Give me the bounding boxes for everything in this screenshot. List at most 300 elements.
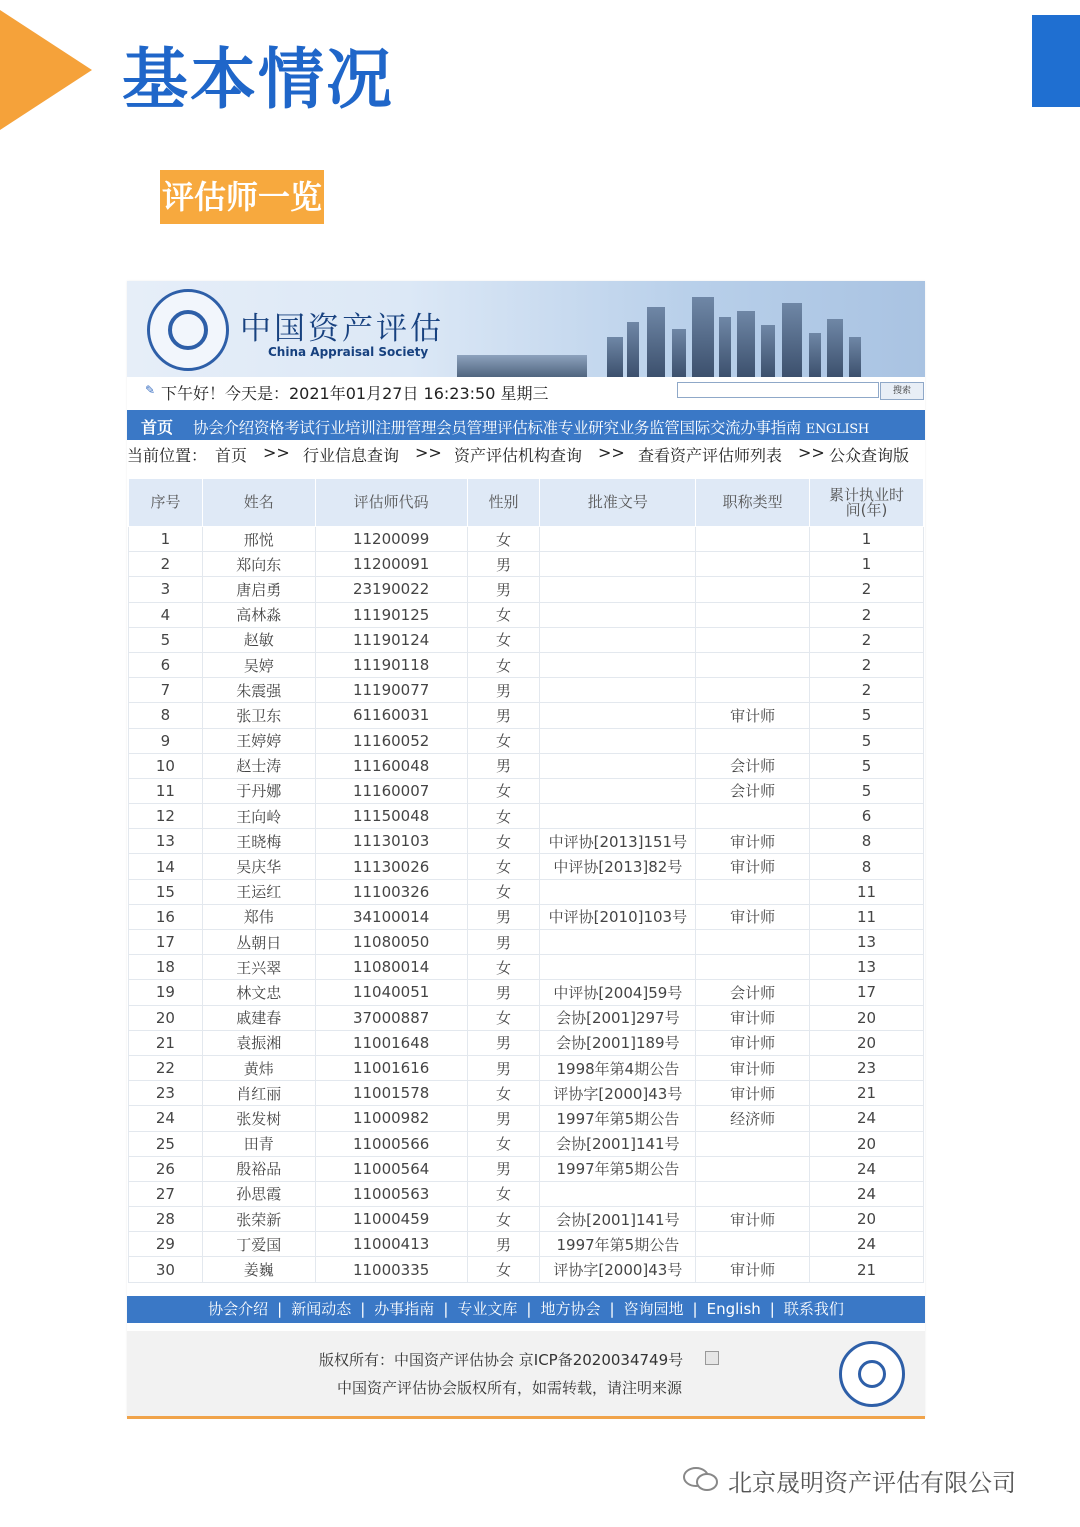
cell-gender: 男 (467, 753, 540, 778)
cell-name: 唐启勇 (202, 577, 315, 602)
table-row (129, 527, 924, 552)
breadcrumb-item[interactable]: 资产评估机构查询 (454, 446, 583, 465)
cell-name: 吴婷 (202, 652, 315, 677)
cell-years: 24 (810, 1232, 924, 1257)
cell-years: 13 (810, 955, 924, 980)
cell-gender: 男 (467, 1106, 540, 1131)
cell-approval: 1997年第5期公告 (540, 1106, 696, 1131)
cell-approval (540, 577, 696, 602)
table-row (129, 955, 924, 980)
cell-approval (540, 753, 696, 778)
cell-name: 赵敏 (202, 627, 315, 652)
cell-title-type (696, 1131, 810, 1156)
cell-title-type (696, 930, 810, 955)
cell-name: 黄炜 (202, 1055, 315, 1080)
cell-code: 11100326 (315, 879, 467, 904)
cell-approval (540, 627, 696, 652)
cell-approval: 1997年第5期公告 (540, 1232, 696, 1257)
cell-approval: 中评协[2010]103号 (540, 904, 696, 929)
cell-title-type (696, 552, 810, 577)
cell-code: 11001616 (315, 1055, 467, 1080)
col-header-title-type: 职称类型 (696, 479, 810, 527)
footer-nav-item[interactable]: 地方协会 (540, 1300, 601, 1318)
cell-approval (540, 778, 696, 803)
cell-gender: 男 (467, 703, 540, 728)
cell-gender: 男 (467, 1055, 540, 1080)
cell-years: 20 (810, 1131, 924, 1156)
table-header-row (129, 479, 924, 527)
cell-name: 张发树 (202, 1106, 315, 1131)
site-banner (127, 281, 925, 377)
cell-gender: 女 (467, 1081, 540, 1106)
table-row (129, 854, 924, 879)
section-subtitle: 评估师一览 (160, 170, 324, 224)
cell-index: 21 (129, 1030, 203, 1055)
breadcrumb (127, 443, 925, 469)
stats-icon[interactable] (705, 1351, 719, 1365)
breadcrumb-item[interactable]: 查看资产评估师列表 (638, 446, 783, 465)
cell-code: 11200091 (315, 552, 467, 577)
cell-gender: 女 (467, 1005, 540, 1030)
cell-index: 25 (129, 1131, 203, 1156)
cell-title-type (696, 879, 810, 904)
cell-years: 2 (810, 652, 924, 677)
nav-item[interactable]: 注册管理 (375, 419, 437, 437)
cell-code: 23190022 (315, 577, 467, 602)
cell-name: 肖红丽 (202, 1081, 315, 1106)
cell-name: 丁爱国 (202, 1232, 315, 1257)
table-row (129, 1106, 924, 1131)
cell-title-type: 审计师 (696, 1081, 810, 1106)
cell-gender: 女 (467, 602, 540, 627)
cell-code: 11001578 (315, 1081, 467, 1106)
site-name-cn: 中国资产评估 (240, 311, 444, 347)
cell-title-type: 审计师 (696, 703, 810, 728)
table-row (129, 829, 924, 854)
cell-index: 24 (129, 1106, 203, 1131)
cell-index: 14 (129, 854, 203, 879)
cell-index: 16 (129, 904, 203, 929)
cell-name: 田青 (202, 1131, 315, 1156)
cell-index: 6 (129, 652, 203, 677)
cell-years: 2 (810, 627, 924, 652)
cell-years: 24 (810, 1181, 924, 1206)
cell-title-type: 审计师 (696, 1005, 810, 1030)
cell-code: 11000459 (315, 1207, 467, 1232)
cell-years: 23 (810, 1055, 924, 1080)
cell-approval: 中评协[2004]59号 (540, 980, 696, 1005)
company-watermark: 北京晟明资产评估有限公司 (728, 1469, 1016, 1497)
cell-approval: 会协[2001]141号 (540, 1131, 696, 1156)
cell-title-type (696, 577, 810, 602)
table-row (129, 678, 924, 703)
footer-nav-separator: | (277, 1300, 283, 1318)
cell-years: 5 (810, 728, 924, 753)
table-row (129, 1156, 924, 1181)
cell-name: 戚建春 (202, 1005, 315, 1030)
table-row (129, 804, 924, 829)
society-logo-icon[interactable] (147, 289, 229, 371)
cell-name: 袁振湘 (202, 1030, 315, 1055)
cell-gender: 男 (467, 678, 540, 703)
cell-gender: 女 (467, 955, 540, 980)
cell-gender: 女 (467, 627, 540, 652)
cell-years: 21 (810, 1257, 924, 1282)
cell-title-type: 会计师 (696, 778, 810, 803)
cell-code: 11130103 (315, 829, 467, 854)
nav-item[interactable]: 业务监管 (618, 419, 680, 437)
table-row (129, 627, 924, 652)
cell-gender: 女 (467, 527, 540, 552)
footer-nav-item[interactable]: English (706, 1300, 761, 1318)
cell-years: 20 (810, 1207, 924, 1232)
footer-logo-icon (839, 1341, 905, 1407)
website-screenshot (127, 281, 925, 1418)
cell-name: 王婷婷 (202, 728, 315, 753)
cell-gender: 男 (467, 552, 540, 577)
table-row (129, 577, 924, 602)
appraiser-table (128, 478, 924, 1283)
pencil-icon: ✎ (145, 383, 156, 397)
table-row (129, 778, 924, 803)
nav-item[interactable]: 资格考试 (253, 419, 315, 437)
cell-title-type (696, 527, 810, 552)
cell-code: 11160052 (315, 728, 467, 753)
cell-title-type (696, 678, 810, 703)
cell-approval (540, 1181, 696, 1206)
cell-index: 9 (129, 728, 203, 753)
cell-gender: 男 (467, 980, 540, 1005)
table-row (129, 980, 924, 1005)
cell-name: 孙思霞 (202, 1181, 315, 1206)
cell-code: 11160048 (315, 753, 467, 778)
cell-code: 11160007 (315, 778, 467, 803)
cell-approval (540, 678, 696, 703)
page-title: 基本情况 (122, 41, 394, 118)
cell-approval (540, 602, 696, 627)
cell-approval: 会协[2001]189号 (540, 1030, 696, 1055)
cell-title-type: 审计师 (696, 1257, 810, 1282)
cell-code: 11000564 (315, 1156, 467, 1181)
cell-index: 23 (129, 1081, 203, 1106)
cell-gender: 女 (467, 652, 540, 677)
cell-years: 2 (810, 678, 924, 703)
cell-gender: 女 (467, 854, 540, 879)
cell-index: 20 (129, 1005, 203, 1030)
cell-name: 高林淼 (202, 602, 315, 627)
footer-nav-item[interactable]: 协会介绍 (208, 1300, 269, 1318)
site-name-en: China Appraisal Society (268, 345, 429, 359)
cell-index: 2 (129, 552, 203, 577)
cell-index: 10 (129, 753, 203, 778)
cell-code: 11000982 (315, 1106, 467, 1131)
breadcrumb-separator: >> (798, 443, 825, 462)
breadcrumb-item[interactable]: 首页 (215, 446, 248, 465)
cell-code: 11080050 (315, 930, 467, 955)
cell-code: 11130026 (315, 854, 467, 879)
greeting-bar (127, 378, 925, 406)
cell-years: 13 (810, 930, 924, 955)
cell-gender: 女 (467, 1207, 540, 1232)
cell-code: 11000563 (315, 1181, 467, 1206)
cell-name: 赵士涛 (202, 753, 315, 778)
cell-index: 7 (129, 678, 203, 703)
cell-index: 22 (129, 1055, 203, 1080)
cell-index: 12 (129, 804, 203, 829)
footer-nav-separator: | (360, 1300, 366, 1318)
cell-years: 24 (810, 1156, 924, 1181)
cell-gender: 女 (467, 778, 540, 803)
cell-title-type: 审计师 (696, 1055, 810, 1080)
cell-approval: 会协[2001]141号 (540, 1207, 696, 1232)
cell-years: 11 (810, 879, 924, 904)
col-header-approval: 批准文号 (540, 479, 696, 527)
cell-gender: 女 (467, 829, 540, 854)
breadcrumb-separator: >> (598, 443, 625, 462)
cell-index: 26 (129, 1156, 203, 1181)
table-row (129, 1055, 924, 1080)
cell-name: 丛朝日 (202, 930, 315, 955)
main-nav (127, 410, 925, 440)
cell-code: 11200099 (315, 527, 467, 552)
cell-name: 张卫东 (202, 703, 315, 728)
footer-nav-separator: | (443, 1300, 449, 1318)
nav-item[interactable]: 评估标准 (497, 419, 558, 437)
nav-item-english[interactable]: ENGLISH (805, 422, 869, 437)
footer-nav-item[interactable]: 咨询园地 (623, 1300, 684, 1318)
decor-triangle (0, 10, 92, 130)
table-row (129, 703, 924, 728)
cell-title-type (696, 804, 810, 829)
table-row (129, 1005, 924, 1030)
cell-title-type (696, 627, 810, 652)
table-row (129, 1181, 924, 1206)
table-row (129, 930, 924, 955)
cell-years: 11 (810, 904, 924, 929)
cell-name: 于丹娜 (202, 778, 315, 803)
breadcrumb-current: 公众查询版 (829, 446, 910, 465)
cell-years: 20 (810, 1005, 924, 1030)
table-row (129, 753, 924, 778)
cell-code: 11040051 (315, 980, 467, 1005)
cell-title-type: 审计师 (696, 1207, 810, 1232)
footer-nav-separator: | (609, 1300, 615, 1318)
cell-gender: 男 (467, 904, 540, 929)
cell-years: 24 (810, 1106, 924, 1131)
cell-years: 5 (810, 778, 924, 803)
cell-index: 13 (129, 829, 203, 854)
cell-name: 张荣新 (202, 1207, 315, 1232)
col-header-years: 累计执业时间(年) (810, 479, 924, 527)
cell-approval: 评协字[2000]43号 (540, 1081, 696, 1106)
cell-title-type: 审计师 (696, 854, 810, 879)
search-input[interactable] (677, 382, 879, 398)
cell-years: 1 (810, 527, 924, 552)
table-row (129, 1257, 924, 1282)
cell-name: 王运红 (202, 879, 315, 904)
table-row (129, 1030, 924, 1055)
breadcrumb-separator: >> (263, 443, 290, 462)
footer-nav-item[interactable]: 办事指南 (374, 1300, 435, 1318)
cell-approval (540, 703, 696, 728)
table-row (129, 728, 924, 753)
decor-blue-bar (1032, 15, 1080, 107)
greeting-text: 下午好！今天是：2021年01月27日 16:23:50 星期三 (161, 384, 549, 403)
cell-gender: 女 (467, 1131, 540, 1156)
cell-index: 29 (129, 1232, 203, 1257)
cell-index: 4 (129, 602, 203, 627)
nav-item[interactable]: 国际交流 (679, 419, 741, 437)
nav-home[interactable]: 首页 (141, 418, 174, 437)
cell-code: 11190125 (315, 602, 467, 627)
cell-code: 11000566 (315, 1131, 467, 1156)
cell-approval (540, 879, 696, 904)
cell-approval (540, 930, 696, 955)
cell-index: 27 (129, 1181, 203, 1206)
table-row (129, 1232, 924, 1257)
nav-item[interactable]: 会员管理 (436, 419, 498, 437)
cell-approval: 1998年第4期公告 (540, 1055, 696, 1080)
cell-title-type (696, 728, 810, 753)
cell-title-type: 会计师 (696, 980, 810, 1005)
breadcrumb-separator: >> (415, 443, 442, 462)
footer-nav-item[interactable]: 新闻动态 (291, 1300, 352, 1318)
cell-name: 王兴翠 (202, 955, 315, 980)
cell-years: 5 (810, 703, 924, 728)
table-row (129, 879, 924, 904)
cell-approval (540, 527, 696, 552)
nav-item[interactable]: 协会介绍 (193, 419, 254, 437)
cell-gender: 女 (467, 879, 540, 904)
cell-code: 37000887 (315, 1005, 467, 1030)
cell-index: 18 (129, 955, 203, 980)
cell-gender: 男 (467, 1156, 540, 1181)
footer-nav-separator: | (526, 1300, 532, 1318)
cell-approval: 1997年第5期公告 (540, 1156, 696, 1181)
cell-approval: 会协[2001]297号 (540, 1005, 696, 1030)
cell-code: 11080014 (315, 955, 467, 980)
table-body (129, 527, 924, 1283)
cell-years: 17 (810, 980, 924, 1005)
copyright-text: 版权所有：中国资产评估协会 京ICP备2020034749号 (319, 1351, 684, 1369)
cell-years: 8 (810, 829, 924, 854)
cell-code: 11000335 (315, 1257, 467, 1282)
table-row (129, 652, 924, 677)
cell-title-type: 会计师 (696, 753, 810, 778)
cell-index: 17 (129, 930, 203, 955)
cell-index: 11 (129, 778, 203, 803)
cell-title-type (696, 1181, 810, 1206)
cell-title-type: 审计师 (696, 829, 810, 854)
cell-index: 1 (129, 527, 203, 552)
footer-nav-item[interactable]: 联系我们 (783, 1300, 844, 1318)
cell-code: 11000413 (315, 1232, 467, 1257)
cell-approval (540, 552, 696, 577)
cell-index: 15 (129, 879, 203, 904)
col-header-gender: 性别 (467, 479, 540, 527)
footer-nav-separator: | (769, 1300, 775, 1318)
cell-gender: 男 (467, 930, 540, 955)
cell-name: 王晓梅 (202, 829, 315, 854)
cell-index: 30 (129, 1257, 203, 1282)
cell-name: 朱震强 (202, 678, 315, 703)
cell-name: 姜巍 (202, 1257, 315, 1282)
footer-nav-separator: | (692, 1300, 698, 1318)
table-row (129, 1131, 924, 1156)
cell-code: 34100014 (315, 904, 467, 929)
cell-title-type: 审计师 (696, 904, 810, 929)
cell-name: 殷裕品 (202, 1156, 315, 1181)
cell-title-type (696, 1156, 810, 1181)
col-header-index: 序号 (129, 479, 203, 527)
cell-gender: 男 (467, 1232, 540, 1257)
cell-name: 郑向东 (202, 552, 315, 577)
copyright-notice: 中国资产评估协会版权所有，如需转载，请注明来源 (337, 1379, 683, 1397)
cell-gender: 女 (467, 728, 540, 753)
cell-years: 21 (810, 1081, 924, 1106)
cell-name: 邢悦 (202, 527, 315, 552)
table-row (129, 1081, 924, 1106)
search-button[interactable]: 搜索 (880, 382, 924, 400)
cell-approval (540, 955, 696, 980)
col-header-code: 评估师代码 (315, 479, 467, 527)
cell-years: 20 (810, 1030, 924, 1055)
table-row (129, 552, 924, 577)
cell-code: 11001648 (315, 1030, 467, 1055)
nav-items (193, 416, 869, 438)
table-row (129, 1207, 924, 1232)
cell-index: 19 (129, 980, 203, 1005)
breadcrumb-item[interactable]: 行业信息查询 (303, 446, 400, 465)
cell-code: 61160031 (315, 703, 467, 728)
col-header-name: 姓名 (202, 479, 315, 527)
cell-index: 5 (129, 627, 203, 652)
cell-index: 3 (129, 577, 203, 602)
footer-nav-item[interactable]: 专业文库 (457, 1300, 518, 1318)
cell-years: 6 (810, 804, 924, 829)
cell-title-type (696, 602, 810, 627)
table-row (129, 602, 924, 627)
cell-approval (540, 728, 696, 753)
cell-years: 2 (810, 577, 924, 602)
cell-code: 11190124 (315, 627, 467, 652)
cell-approval (540, 652, 696, 677)
cell-approval: 中评协[2013]82号 (540, 854, 696, 879)
nav-item[interactable]: 专业研究 (557, 419, 619, 437)
cell-index: 28 (129, 1207, 203, 1232)
breadcrumb-label: 当前位置： (127, 446, 208, 465)
cell-name: 林文忠 (202, 980, 315, 1005)
cell-years: 8 (810, 854, 924, 879)
cell-gender: 女 (467, 1181, 540, 1206)
cell-years: 1 (810, 552, 924, 577)
cell-title-type (696, 652, 810, 677)
cell-code: 11190077 (315, 678, 467, 703)
nav-item[interactable]: 办事指南 (740, 419, 802, 437)
cell-code: 11150048 (315, 804, 467, 829)
cell-title-type (696, 955, 810, 980)
cell-title-type: 审计师 (696, 1030, 810, 1055)
wechat-icon (682, 1466, 720, 1492)
cell-title-type (696, 1232, 810, 1257)
cell-years: 5 (810, 753, 924, 778)
cell-title-type: 经济师 (696, 1106, 810, 1131)
table-row (129, 904, 924, 929)
cell-gender: 男 (467, 577, 540, 602)
nav-item[interactable]: 行业培训 (314, 419, 376, 437)
cell-name: 王向岭 (202, 804, 315, 829)
cell-approval: 中评协[2013]151号 (540, 829, 696, 854)
